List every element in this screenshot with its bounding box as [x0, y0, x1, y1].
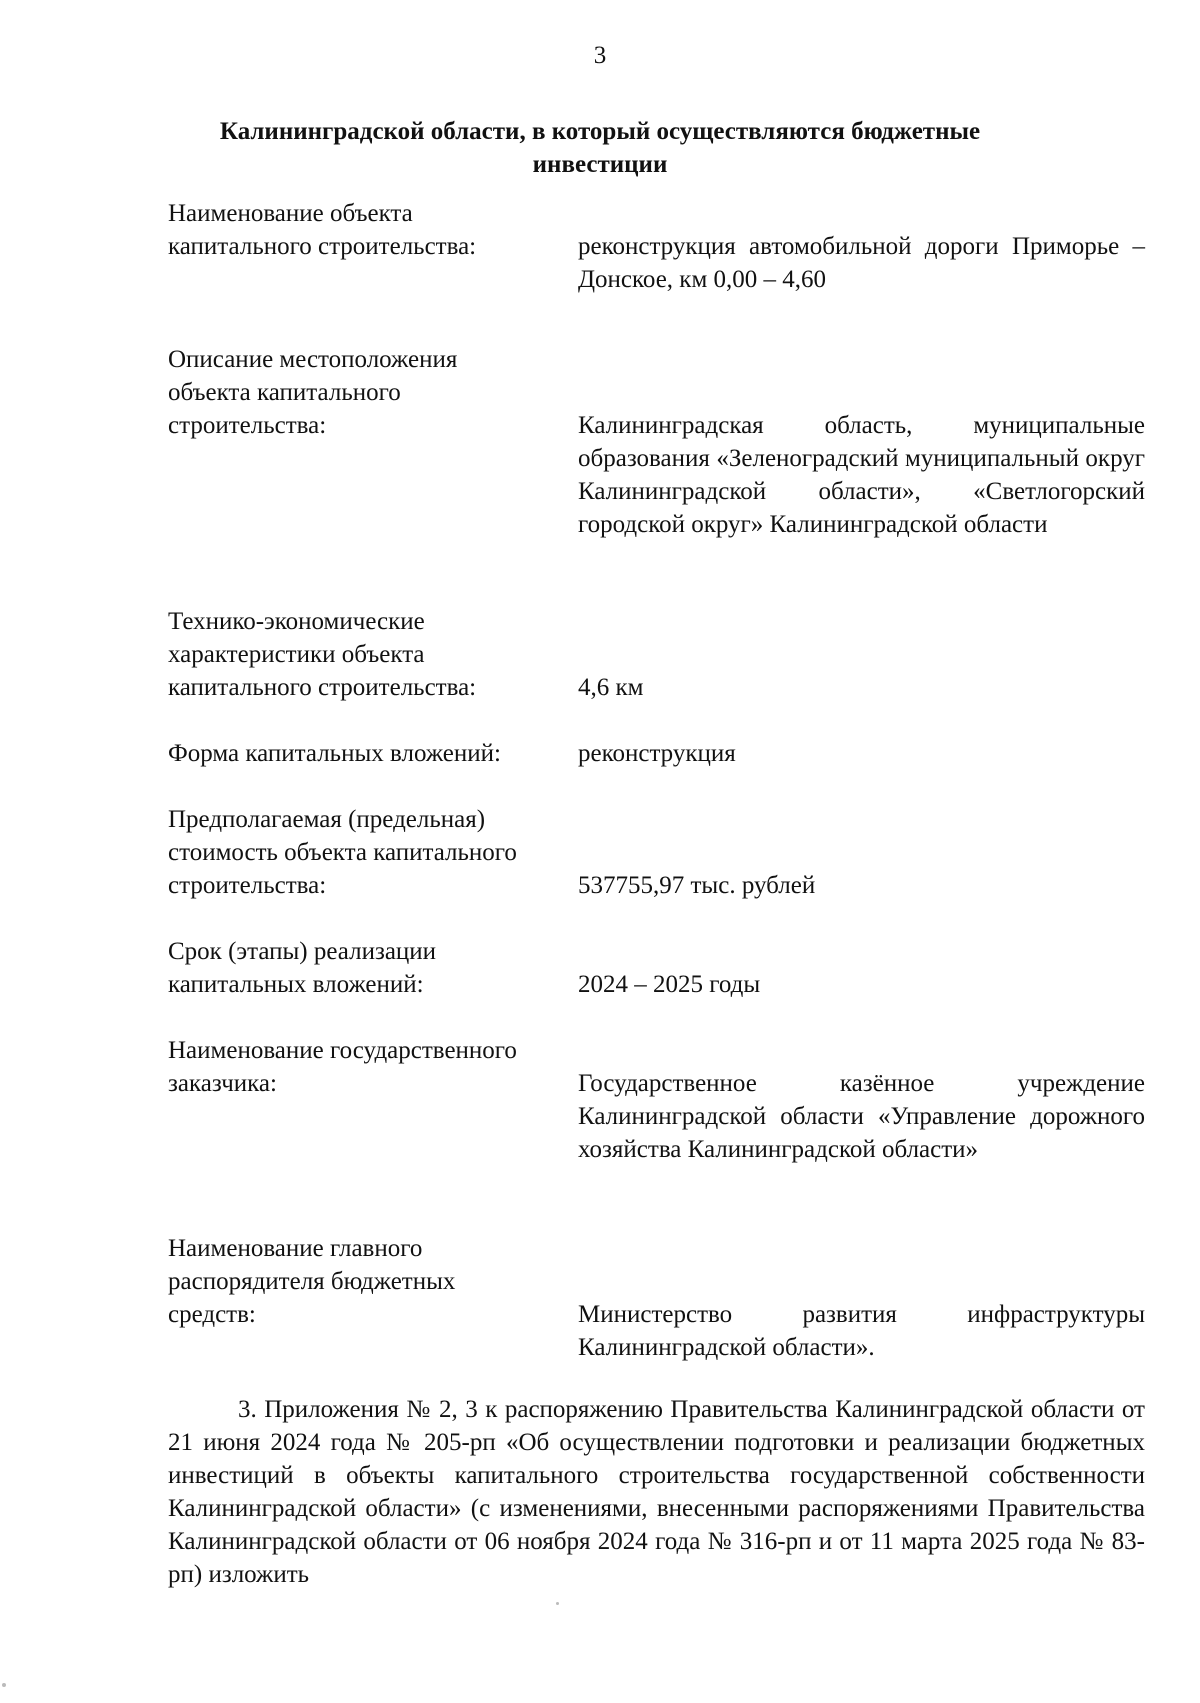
- field-label: Наименование главного распорядителя бюджетных средств:: [168, 1235, 456, 1328]
- field-value: 2024 – 2025 годы: [578, 971, 761, 998]
- field-label: Форма капитальных вложений:: [168, 740, 501, 767]
- field-label: Технико-экономические характеристики объекта капитального строительства:: [168, 608, 477, 701]
- field-value: 537755,97 тыс. рублей: [578, 872, 816, 899]
- page-number: 3: [593, 42, 607, 69]
- field-label: Предполагаемая (предельная) стоимость объекта капитального строительства:: [168, 806, 517, 899]
- scan-speck: [556, 1602, 559, 1605]
- field-value: 4,6 км: [578, 674, 644, 701]
- body-paragraph: 3. Приложения № 2, 3 к распоряжению Правительства Калининградской области от 21 июня 2024 года № 205-рп «Об осуществлении подготовки и реализации бюджетных инвестиций в объекты капитального строительства государственной собственности Калининградской области» (с изменениями, внесенными распоряжениями Правительства Калининградской области от 06 ноября 2024 года № 316-рп и от 11 марта 2025 года № 83-рп) изложить: [168, 1396, 1145, 1588]
- field-value: реконструкция: [578, 740, 736, 767]
- field-value: Государственное казённое учреждение Калининградской области «Управление дорожного хозяйства Калининградской области»: [578, 1070, 1145, 1163]
- scan-speck: [2, 1683, 6, 1687]
- field-label: Наименование объекта капитального строительства:: [168, 200, 477, 260]
- field-label: Срок (этапы) реализации капитальных вложений:: [168, 938, 437, 998]
- field-value: Министерство развития инфраструктуры Калининградской области».: [578, 1301, 1145, 1361]
- section-heading: Калининградской области, в который осуществляются бюджетные инвестиции: [219, 118, 981, 178]
- field-label: Описание местоположения объекта капитального строительства:: [168, 346, 458, 439]
- field-value: реконструкция автомобильной дороги Приморье – Донское, км 0,00 – 4,60: [578, 233, 1145, 293]
- field-label: Наименование государственного заказчика:: [168, 1037, 517, 1097]
- field-value: Калининградская область, муниципальные образования «Зеленоградский муниципальный округ Калининградской области», «Светлогорский городской округ» Калининградской области: [578, 412, 1145, 538]
